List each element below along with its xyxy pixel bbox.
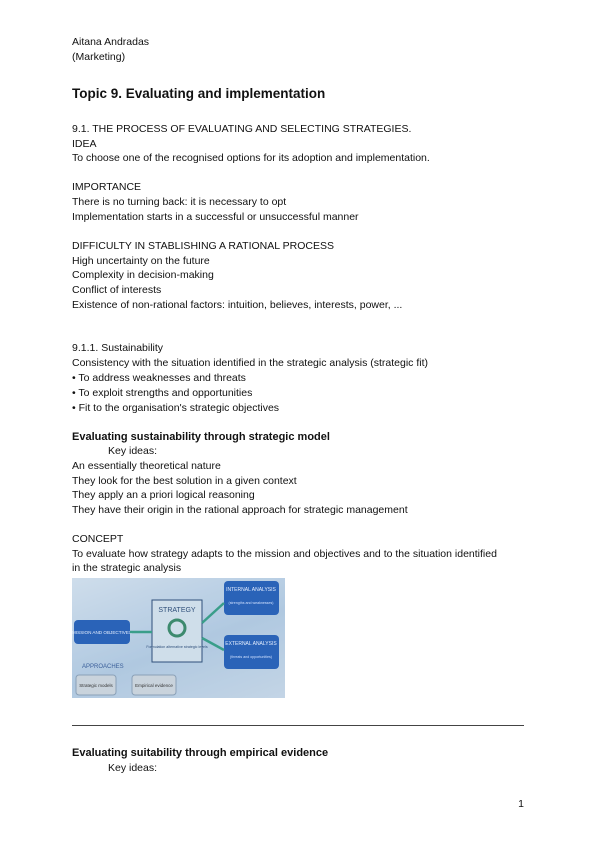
model-line: They look for the best solution in a given context bbox=[72, 475, 297, 487]
model-line: They apply an a priori logical reasoning bbox=[72, 489, 255, 501]
bullet-item: • To exploit strengths and opportunities bbox=[72, 387, 253, 399]
idea-label: IDEA bbox=[72, 138, 97, 150]
strategy-diagram bbox=[72, 578, 285, 698]
approaches-label: APPROACHES bbox=[82, 664, 124, 670]
internal-analysis-label: INTERNAL ANALYSIS bbox=[226, 587, 276, 593]
difficulty-line: High uncertainty on the future bbox=[72, 255, 210, 267]
author-name: Aitana Andradas bbox=[72, 36, 150, 48]
external-analysis-label: EXTERNAL ANALYSIS bbox=[225, 641, 277, 647]
model-line: An essentially theoretical nature bbox=[72, 460, 221, 472]
strategy-sub-label: Formulation alternative strategic levels bbox=[146, 645, 208, 649]
page-number: 1 bbox=[518, 798, 524, 810]
sustainability-heading: 9.1.1. Sustainability bbox=[72, 342, 164, 354]
model-line: They have their origin in the rational approach for strategic management bbox=[72, 504, 408, 516]
concept-label: CONCEPT bbox=[72, 533, 124, 545]
horizontal-divider bbox=[72, 725, 524, 726]
concept-text: To evaluate how strategy adapts to the mission and objectives and to the situation identified bbox=[72, 548, 497, 560]
bullet-item: • Fit to the organisation's strategic objectives bbox=[72, 402, 280, 414]
difficulty-line: Existence of non-rational factors: intuition, believes, interests, power, ... bbox=[72, 299, 403, 311]
idea-text: To choose one of the recognised options for its adoption and implementation. bbox=[72, 152, 430, 164]
key-ideas-label: Key ideas: bbox=[108, 762, 158, 774]
difficulty-label: DIFFICULTY IN STABLISHING A RATIONAL PROCESS bbox=[72, 240, 334, 252]
key-ideas-label: Key ideas: bbox=[108, 445, 158, 457]
document-title: Topic 9. Evaluating and implementation bbox=[72, 86, 326, 101]
strategic-models-label: Strategic models bbox=[79, 683, 113, 688]
difficulty-line: Complexity in decision-making bbox=[72, 269, 214, 281]
importance-label: IMPORTANCE bbox=[72, 181, 142, 193]
sustainability-intro: Consistency with the situation identified in the strategic analysis (strategic fit) bbox=[72, 357, 429, 369]
difficulty-line: Conflict of interests bbox=[72, 284, 162, 296]
external-analysis-sub: (threats and opportunities) bbox=[230, 655, 272, 659]
section-heading: 9.1. THE PROCESS OF EVALUATING AND SELECTING STRATEGIES. bbox=[72, 123, 412, 135]
empirical-heading: Evaluating suitability through empirical evidence bbox=[72, 747, 329, 759]
strategy-label: STRATEGY bbox=[158, 607, 196, 614]
importance-line: Implementation starts in a successful or unsuccessful manner bbox=[72, 211, 359, 223]
strategy-diagram-photo bbox=[72, 578, 285, 698]
empirical-evidence-label: Empirical evidence bbox=[135, 683, 173, 688]
internal-analysis-sub: (strengths and weaknesses) bbox=[228, 601, 274, 605]
mission-objectives-label: MISSION AND OBJECTIVES bbox=[72, 630, 132, 635]
bullet-item: • To address weaknesses and threats bbox=[72, 372, 246, 384]
model-heading: Evaluating sustainability through strategic model bbox=[72, 431, 330, 443]
importance-line: There is no turning back: it is necessary to opt bbox=[72, 196, 287, 208]
author-department: (Marketing) bbox=[72, 51, 126, 63]
concept-text: in the strategic analysis bbox=[72, 562, 182, 574]
